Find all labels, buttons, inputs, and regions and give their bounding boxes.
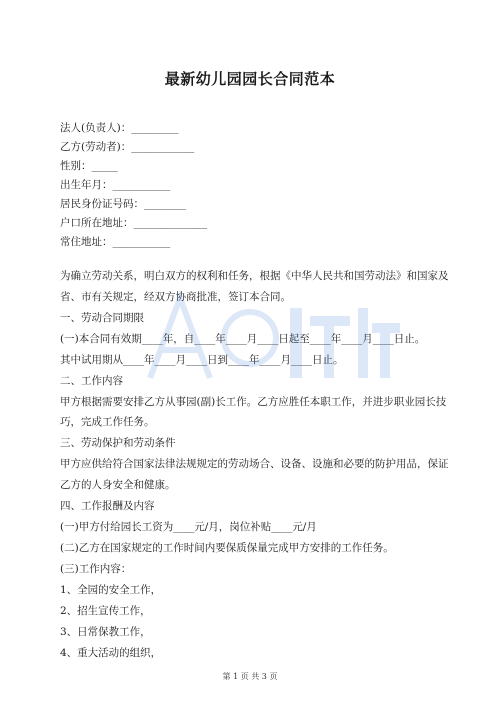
body-line: (一)本合同有效期____年，自____年____月____日起至____年____月____日止。 bbox=[60, 333, 426, 345]
page-footer: 第 1 页 共 3 页 bbox=[222, 672, 278, 681]
section-heading: 三、劳动保护和劳动条件 bbox=[60, 437, 176, 449]
field-legal-person: 法人(负责人)：_________ bbox=[60, 122, 179, 134]
field-birth-date: 出生年月：___________ bbox=[60, 179, 171, 191]
section-heading: 四、工作报酬及内容 bbox=[60, 500, 155, 512]
field-id-number: 居民身份证号码：________ bbox=[60, 198, 186, 210]
field-gender: 性别：_____ bbox=[60, 160, 118, 172]
body-line: (三)工作内容： bbox=[60, 563, 132, 575]
section-heading: 一、劳动合同期限 bbox=[60, 312, 144, 324]
body-line: 其中试用期从____年____月____日到____年____月____日止。 bbox=[60, 354, 344, 366]
list-item: 4、重大活动的组织， bbox=[60, 647, 162, 659]
list-item: 3、日常保教工作， bbox=[60, 626, 151, 638]
body-line: (一)甲方付给园长工资为____元/月，岗位补贴____元/月 bbox=[60, 521, 317, 533]
field-household-address: 户口所在地址：______________ bbox=[60, 217, 207, 229]
body-line: 省、市有关规定，经双方协商批准，签订本合同。 bbox=[60, 291, 291, 303]
list-item: 2、招生宣传工作， bbox=[60, 605, 151, 617]
body-line: 巧，完成工作任务。 bbox=[60, 416, 155, 428]
body-line: 乙方的人身安全和健康。 bbox=[60, 479, 176, 491]
field-residence-address: 常住地址：___________ bbox=[60, 236, 171, 248]
body-line: 甲方应供给符合国家法律法规规定的劳动场合、设备、设施和必要的防护用品，保证 bbox=[60, 458, 449, 470]
section-heading: 二、工作内容 bbox=[60, 375, 123, 387]
document-title: 最新幼儿园园长合同范本 bbox=[164, 70, 336, 88]
body-line: 为确立劳动关系，明白双方的权利和任务，根据《中华人民共和国劳动法》和国家及 bbox=[60, 270, 449, 282]
list-item: 1、全园的安全工作， bbox=[60, 584, 162, 596]
body-line: 甲方根据需要安排乙方从事园(副)长工作。乙方应胜任本职工作，并进步职业园长技 bbox=[60, 396, 447, 408]
field-party-b: 乙方(劳动者)：____________ bbox=[60, 141, 195, 153]
body-line: (二)乙方在国家规定的工作时间内要保质保量完成甲方安排的工作任务。 bbox=[60, 542, 394, 554]
